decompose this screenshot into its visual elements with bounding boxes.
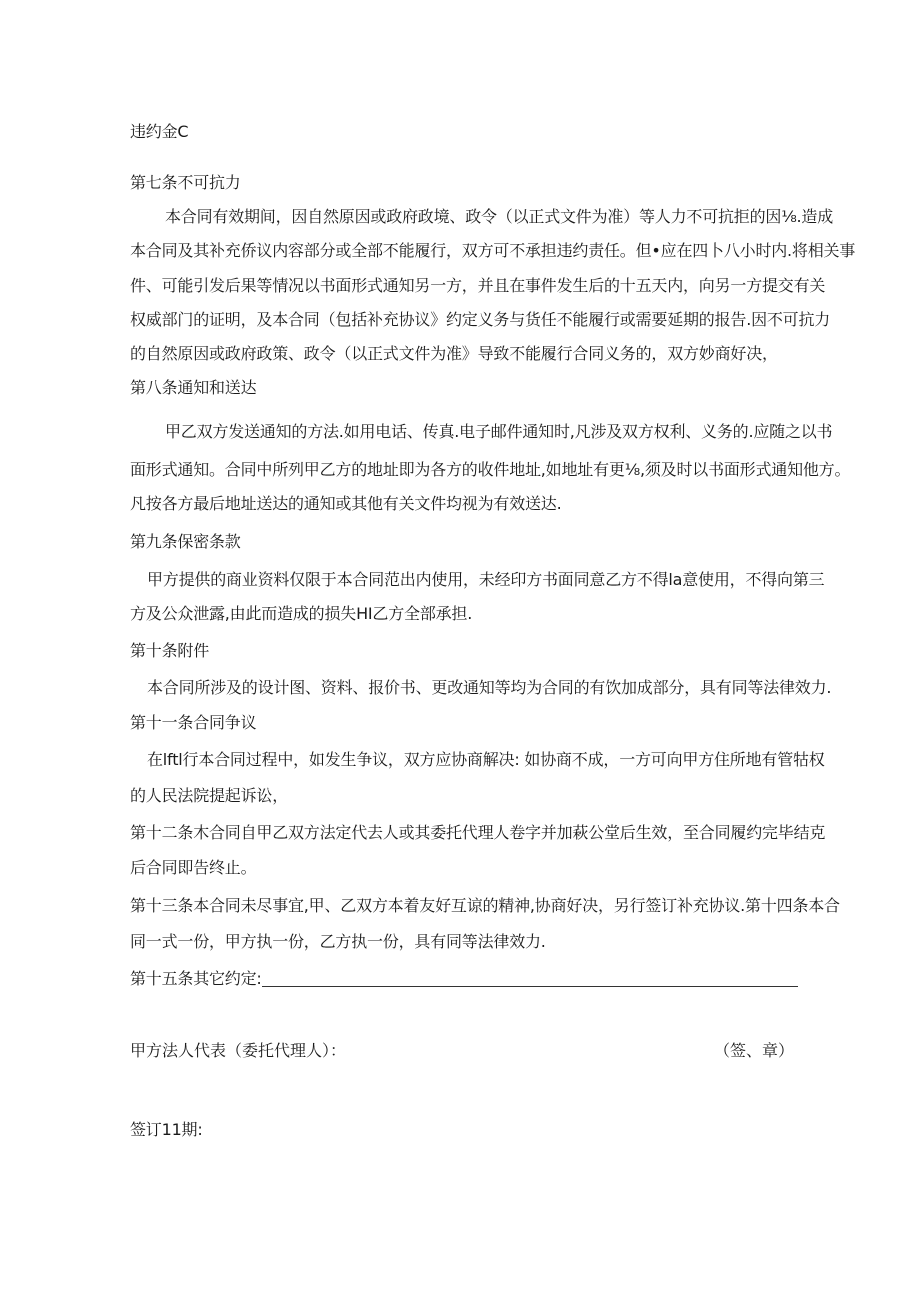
article-11-line-1: 在lftl行本合同过程中，如发生争议，双方应协商解决: 如协商不成，一方可向甲方住所地有管牯权 — [147, 750, 825, 769]
article-8-line-2: 面形式通知。合同中所列甲乙方的地址即为各方的收件地址,如地址有更⅛,须及时以书面形式通知他方。 — [130, 460, 851, 479]
penalty-heading: 违约金C — [130, 122, 189, 141]
article-7-line-1: 本合同有效期间，因自然原因或政府政境、政令（以正式文件为准）等人力不可抗拒的因⅛.造成 — [165, 207, 833, 226]
article-12-line-1: 第十二条木合同自甲乙双方法定代去人或其委托代理人卷字并加萩公堂后生效，至合同履约完毕结克 — [130, 823, 826, 842]
article-8-heading: 第八条通知和送达 — [130, 378, 257, 397]
article-15-label: 第十五条其它约定: — [130, 969, 262, 988]
article-11-line-2: 的人民法院提起诉讼， — [130, 786, 289, 805]
article-8-line-3: 凡按各方最后地址送达的通知或其他有关文件均视为有效送达. — [130, 494, 562, 513]
article-7-line-5: 的自然原因或政府政策、政令（以正式文件为准》导致不能履行合同义务的，双方妙商好决， — [130, 344, 778, 363]
other-terms-blank-line — [262, 986, 798, 987]
party-a-representative-label: 甲方法人代表（委托代理人）： — [130, 1041, 347, 1060]
signature-seal-mark: （签、章） — [713, 1041, 794, 1060]
signing-date-label: 签订11期: — [130, 1120, 203, 1139]
article-8-line-1: 甲乙双方发送通知的方法.如用电话、传真.电子邮件通知时,凡涉及双方权利、义务的.应随之以书 — [165, 422, 833, 441]
article-10-heading: 第十条附件 — [130, 641, 210, 660]
article-9-line-2: 方及公众泄露,由此而造成的损失HI乙方全部承担. — [130, 604, 473, 623]
article-11-heading: 第十一条合同争议 — [130, 713, 257, 732]
article-13-line-2: 同一式一份，甲方执一份，乙方执一份，具有同等法律效力. — [130, 932, 546, 951]
article-13-line-1: 第十三条本合同未尽事宜,甲、乙双方本着友好互谅的精神,协商好决，另行签订补充协议.第十四条本合 — [130, 896, 840, 915]
article-7-line-2: 本合同及其补充侨议内容部分或全部不能履行，双方可不承担违约责任。但•应在四卜八小时内.将相关事 — [130, 241, 856, 260]
article-9-line-1: 甲方提供的商业资料仅限于本合同范出内使用，未经印方书面同意乙方不得la意使用，不得向第三 — [147, 570, 825, 589]
article-12-line-2: 后合同即告终止。 — [130, 858, 257, 877]
article-7-heading: 第七条不可抗力 — [130, 173, 241, 192]
article-7-line-4: 权威部门的证明，及本合同（包括补充协议》约定义务与货任不能履行或需要延期的报告.因不可抗力 — [130, 310, 831, 329]
article-9-heading: 第九条保密条款 — [130, 532, 241, 551]
article-10-line-1: 本合同所涉及的设计图、资料、报价书、更改通知等均为合同的有饮加成部分，具有同等法律效力. — [147, 678, 832, 697]
article-7-line-3: 件、可能引发后果等情况以书面形式通知另一方，并且在事件发生后的十五天内，向另一方提交有关 — [130, 276, 826, 295]
